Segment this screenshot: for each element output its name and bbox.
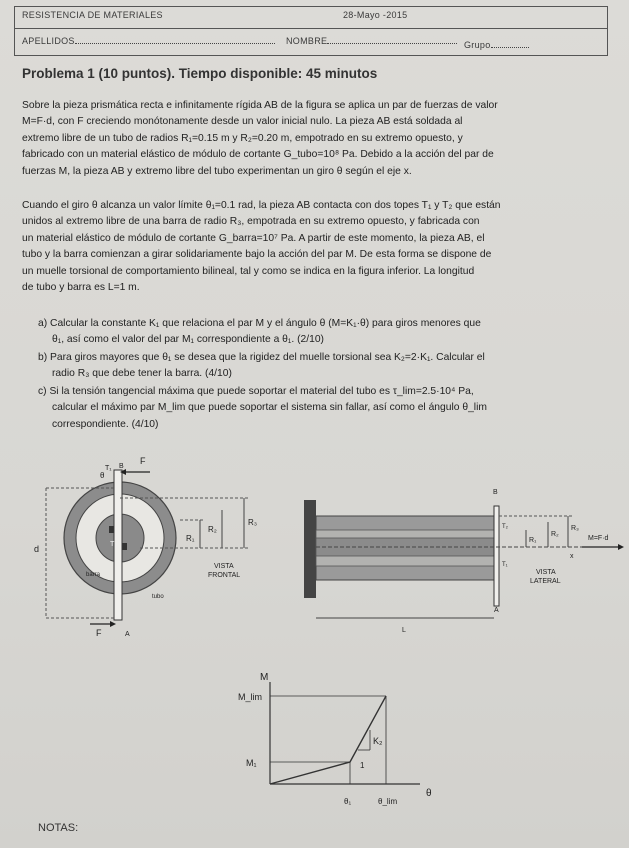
paragraph-2-line: de tubo y barra es L=1 m.	[22, 282, 140, 294]
front-label-r3: R₃	[248, 518, 258, 527]
exam-date: 28-Mayo -2015	[343, 10, 408, 20]
side-view-title-2: LATERAL	[530, 578, 561, 585]
side-label-l: L	[402, 627, 406, 634]
side-label-a: A	[494, 607, 499, 614]
front-view-title-2: FRONTAL	[208, 572, 241, 579]
graph-curve	[270, 696, 386, 784]
problem-title: Problema 1 (10 puntos). Tiempo disponible: 45 minutos	[22, 66, 378, 81]
front-label-t1: T₁	[105, 465, 112, 472]
side-label-b: B	[493, 489, 498, 496]
item-c-line: calcular el máximo par M_lim que puede soportar el sistema sin fallar, así como el ángulo θ_lim	[52, 402, 487, 414]
surname-label: APELLIDOS	[22, 36, 75, 46]
item-b	[38, 350, 610, 383]
front-label-f-bottom: F	[96, 628, 102, 638]
front-view-title-1: VISTA	[214, 563, 234, 570]
graph-label-thetalim: θ_lim	[378, 797, 398, 806]
paragraph-2-line: tubo y la barra comienzan a girar solidariamente bajo la acción del par M. De esta forma se dispone de	[22, 249, 492, 261]
front-view-figure	[0, 448, 300, 648]
force-arrow-bottom-head	[110, 621, 116, 627]
notes-label: NOTAS:	[38, 822, 79, 834]
front-label-barra: barra	[86, 572, 101, 578]
item-b-line: radio R₃ que debe tener la barra. (4/10)	[52, 368, 232, 380]
front-label-b: B	[119, 463, 124, 470]
item-c	[38, 384, 610, 433]
surname-field[interactable]	[22, 36, 275, 46]
front-label-r2: R₂	[208, 525, 217, 534]
paragraph-2-line: un material elástico de módulo de cortante G_barra=10⁷ Pa. A partir de este momento, la pieza AB, el	[22, 232, 485, 244]
bilinear-spring-graph	[220, 668, 450, 818]
group-label: Grupo	[464, 40, 491, 50]
graph-label-m: M	[260, 672, 269, 683]
side-label-r1: R₁	[529, 537, 537, 544]
front-label-tubo: tubo	[152, 594, 164, 600]
graph-label-mlim: M_lim	[238, 692, 262, 702]
item-a-line: θ₁, así como el valor del par M₁ correspondiente a θ₁. (2/10)	[52, 334, 324, 346]
side-label-x: x	[570, 553, 574, 560]
front-label-t2: T₂	[110, 541, 117, 548]
item-c-line: c) Si la tensión tangencial máxima que puede soportar el material del tubo es τ_lim=2.5·10⁴ Pa,	[38, 386, 474, 397]
paragraph-1-line: extremo libre de un tubo de radios R₁=0.15 m y R₂=0.20 m, empotrado en su extremo opuesto, y	[22, 132, 463, 144]
paragraph-2	[22, 198, 610, 296]
moment-arrow-head	[618, 544, 624, 550]
front-label-d: d	[34, 544, 40, 554]
side-view-figure	[296, 478, 629, 638]
item-a	[38, 316, 610, 349]
side-label-r3: R₃	[571, 525, 579, 532]
item-a-line: a) Calcular la constante K₁ que relaciona el par M y el ángulo θ (M=K₁·θ) para giros menores que	[38, 318, 481, 329]
side-label-moment: M=F·d	[588, 535, 609, 542]
front-label-f-top: F	[140, 456, 146, 466]
paragraph-2-line: unidos al extremo libre de una barra de radio R₃, empotrada en su extremo opuesto, y fabricada con	[22, 216, 480, 228]
graph-label-theta: θ	[426, 788, 432, 799]
paragraph-1	[22, 98, 610, 180]
header-divider	[14, 28, 608, 29]
stopper-t1	[109, 526, 114, 533]
side-label-r2: R₂	[551, 531, 559, 538]
item-c-line: correspondiente. (4/10)	[52, 418, 159, 430]
name-field[interactable]	[286, 36, 457, 46]
paragraph-2-line: un muelle torsional de comportamiento bilineal, tal y como se indica en la figura inferior. La longitud	[22, 265, 475, 277]
graph-label-m1: M₁	[246, 758, 257, 768]
front-label-a: A	[125, 631, 130, 638]
name-label: NOMBRE	[286, 36, 328, 46]
paragraph-2-line: Cuando el giro θ alcanza un valor límite θ₁=0.1 rad, la pieza AB contacta con dos topes T₁ y T₂ que están	[22, 200, 501, 211]
paragraph-1-line: fuerzas M, la pieza AB y extremo libre del tubo experimentan un giro θ según el eje x.	[22, 165, 412, 177]
front-label-r1: R₁	[186, 534, 195, 543]
paragraph-1-line: Sobre la pieza prismática recta e infinitamente rígida AB de la figura se aplica un par de fuerzas de valor	[22, 100, 498, 111]
side-label-t1: T₁	[502, 562, 508, 568]
graph-label-one: 1	[360, 761, 365, 770]
graph-label-theta1: θ₁	[344, 797, 352, 806]
item-b-line: b) Para giros mayores que θ₁ se desea que la rigidez del muelle torsional sea K₂=2·K₁. Calcular el	[38, 352, 485, 363]
fixed-wall	[304, 500, 316, 598]
paragraph-1-line: M=F·d, con F creciendo monótonamente desde un valor inicial nulo. La pieza AB está soldada al	[22, 116, 463, 128]
stopper-t2	[122, 543, 127, 550]
group-field[interactable]	[464, 40, 529, 50]
side-label-t2: T₂	[502, 524, 508, 530]
side-view-title-1: VISTA	[536, 569, 556, 576]
front-label-theta: θ	[100, 471, 105, 480]
rigid-piece-ab-side	[494, 506, 499, 606]
paragraph-1-line: fabricado con un material elástico de módulo de cortante G_tubo=10⁸ Pa. Debido a la acción del par de	[22, 149, 494, 161]
course-name: RESISTENCIA DE MATERIALES	[22, 10, 163, 20]
graph-label-k2: K₂	[373, 736, 383, 746]
